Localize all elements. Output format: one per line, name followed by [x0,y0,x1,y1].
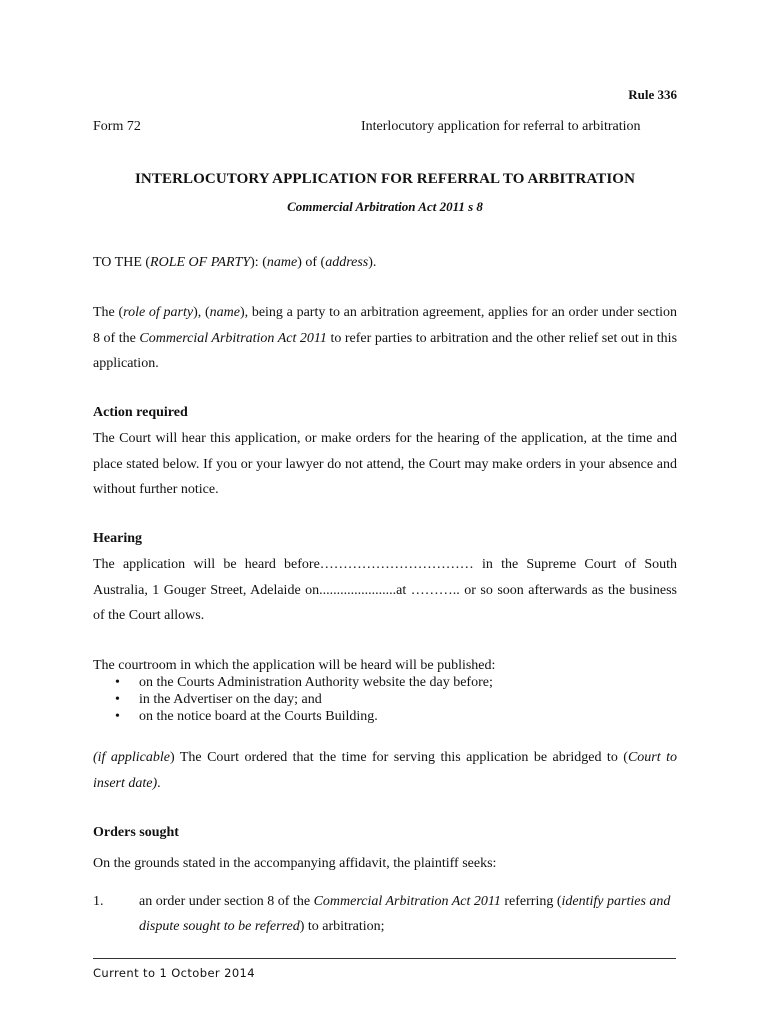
rule-number: Rule 336 [628,87,677,102]
courtroom-section [93,657,677,725]
abridged-paragraph: (if applicable) The Court ordered that the time for serving this application be abridged to (Court to insert date). [93,750,677,791]
bullet-icon: • [115,675,120,690]
order-item [93,889,677,939]
intro-paragraph: The (role of party), (name), being a party to an arbitration agreement, applies for an order under section 8 of the Commercial Arbitration Act 2011 to refer parties to arbitration and the other relief set out in this application. [93,305,678,371]
form-title: Interlocutory application for referral to arbitration [361,119,641,134]
bullet-icon: • [115,692,120,707]
addressee-line: TO THE (ROLE OF PARTY): (name) of (address). [93,255,377,270]
footer-divider [93,958,676,959]
footer-currency: Current to 1 October 2014 [93,966,255,980]
order-text: an order under section 8 of the Commercial Arbitration Act 2011 referring (identify parties and dispute sought to be referred) to arbitration; [139,894,671,934]
document-subtitle: Commercial Arbitration Act 2011 s 8 [287,199,483,214]
publication-list [93,674,677,725]
hearing-heading: Hearing [93,531,142,546]
document-title: INTERLOCUTORY APPLICATION FOR REFERRAL TO ARBITRATION [135,171,635,187]
action-required-heading: Action required [93,405,188,420]
form-number: Form 72 [93,119,141,134]
list-item: • on the Courts Administration Authority website the day before; [115,675,493,690]
orders-sought-heading: Orders sought [93,825,179,840]
bullet-icon: • [115,709,120,724]
hearing-text: The application will be heard before…………………………… in the Supreme Court of South Australia, 1 Gouger Street, Adelaide on......................at ……….. or so soon afterwards as the business of the Court allows. [93,557,677,623]
courtroom-intro: The courtroom in which the application will be heard will be published: [93,658,496,673]
list-item: • on the notice board at the Courts Building. [115,709,378,724]
orders-sought-intro: On the grounds stated in the accompanying affidavit, the plaintiff seeks: [93,856,497,871]
action-required-text: The Court will hear this application, or make orders for the hearing of the application, at the time and place stated below. If you or your lawyer do not attend, the Court may make orders in your absence and without further notice. [93,431,677,497]
list-item: • in the Advertiser on the day; and [115,692,322,707]
order-number: 1. [93,894,104,909]
